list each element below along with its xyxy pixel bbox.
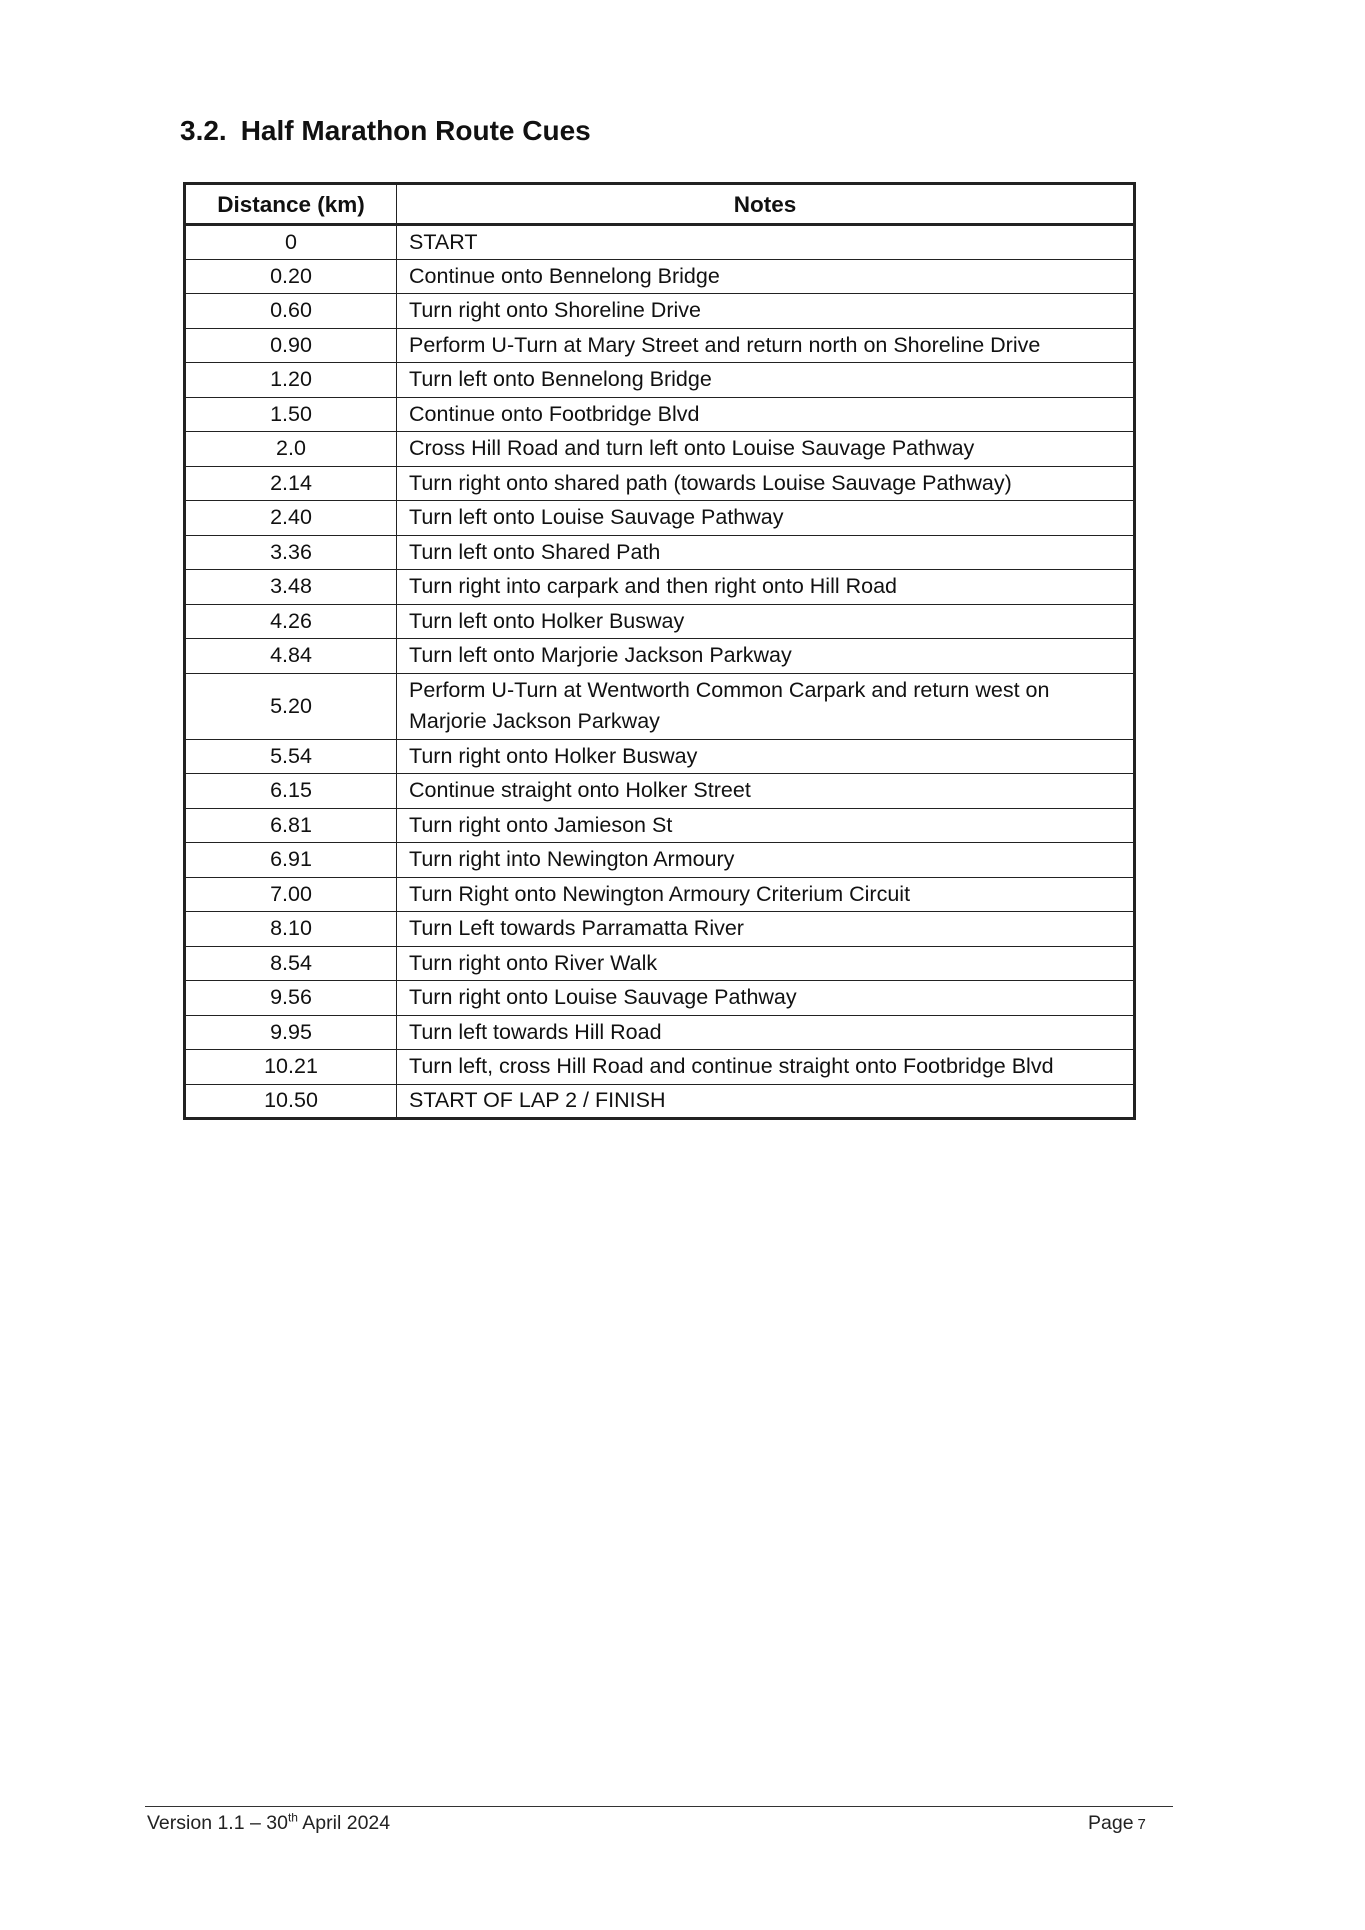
distance-cell: 0.20 bbox=[185, 259, 397, 294]
table-row bbox=[185, 843, 1135, 878]
table-row bbox=[185, 877, 1135, 912]
distance-cell: 10.21 bbox=[185, 1050, 397, 1085]
table-row bbox=[185, 946, 1135, 981]
table-row bbox=[185, 466, 1135, 501]
table-row bbox=[185, 363, 1135, 398]
notes-column-header: Notes bbox=[397, 184, 1135, 225]
notes-cell: Turn right into carpark and then right onto Hill Road bbox=[397, 570, 1135, 605]
table-row bbox=[185, 535, 1135, 570]
table-row bbox=[185, 225, 1135, 260]
table-row bbox=[185, 1015, 1135, 1050]
notes-cell: Turn right onto Holker Busway bbox=[397, 739, 1135, 774]
notes-cell: Continue onto Footbridge Blvd bbox=[397, 397, 1135, 432]
table-row bbox=[185, 981, 1135, 1016]
table-row bbox=[185, 432, 1135, 467]
notes-cell: Continue straight onto Holker Street bbox=[397, 774, 1135, 809]
distance-cell: 1.50 bbox=[185, 397, 397, 432]
notes-cell: Turn right onto River Walk bbox=[397, 946, 1135, 981]
notes-cell: Turn right onto Shoreline Drive bbox=[397, 294, 1135, 329]
distance-cell: 0 bbox=[185, 225, 397, 260]
notes-cell: Turn left onto Louise Sauvage Pathway bbox=[397, 501, 1135, 536]
distance-cell: 8.10 bbox=[185, 912, 397, 947]
notes-cell: Turn left onto Bennelong Bridge bbox=[397, 363, 1135, 398]
distance-cell: 0.90 bbox=[185, 328, 397, 363]
distance-cell: 5.54 bbox=[185, 739, 397, 774]
table-row bbox=[185, 259, 1135, 294]
table-row bbox=[185, 501, 1135, 536]
footer-version: Version 1.1 – 30th April 2024 bbox=[147, 1810, 391, 1834]
route-cues-table bbox=[183, 182, 1136, 1120]
section-heading bbox=[180, 115, 591, 147]
page-number: 7 bbox=[1137, 1816, 1146, 1833]
notes-cell: Continue onto Bennelong Bridge bbox=[397, 259, 1135, 294]
section-number: 3.2. bbox=[180, 115, 227, 146]
distance-cell: 3.48 bbox=[185, 570, 397, 605]
distance-cell: 3.36 bbox=[185, 535, 397, 570]
notes-cell: Turn left, cross Hill Road and continue straight onto Footbridge Blvd bbox=[397, 1050, 1135, 1085]
distance-cell: 6.15 bbox=[185, 774, 397, 809]
distance-cell: 4.84 bbox=[185, 639, 397, 674]
distance-cell: 9.56 bbox=[185, 981, 397, 1016]
notes-cell: Turn left onto Shared Path bbox=[397, 535, 1135, 570]
table-row bbox=[185, 1050, 1135, 1085]
section-title: Half Marathon Route Cues bbox=[240, 115, 591, 146]
table-row bbox=[185, 294, 1135, 329]
notes-cell: Turn left towards Hill Road bbox=[397, 1015, 1135, 1050]
distance-cell: 5.20 bbox=[185, 673, 397, 739]
notes-cell: Perform U-Turn at Wentworth Common Carpark and return west on Marjorie Jackson Parkway bbox=[397, 673, 1135, 739]
notes-cell: Turn Left towards Parramatta River bbox=[397, 912, 1135, 947]
table-row bbox=[185, 639, 1135, 674]
notes-cell: Perform U-Turn at Mary Street and return north on Shoreline Drive bbox=[397, 328, 1135, 363]
distance-cell: 7.00 bbox=[185, 877, 397, 912]
distance-cell: 6.91 bbox=[185, 843, 397, 878]
notes-cell: Turn right into Newington Armoury bbox=[397, 843, 1135, 878]
distance-cell: 8.54 bbox=[185, 946, 397, 981]
footer-divider bbox=[145, 1806, 1173, 1807]
table-row bbox=[185, 774, 1135, 809]
table-row bbox=[185, 739, 1135, 774]
notes-cell: Turn right onto Jamieson St bbox=[397, 808, 1135, 843]
notes-cell: Turn left onto Holker Busway bbox=[397, 604, 1135, 639]
table-row bbox=[185, 604, 1135, 639]
page-label: Page bbox=[1088, 1812, 1134, 1834]
table-row bbox=[185, 912, 1135, 947]
notes-cell: Cross Hill Road and turn left onto Louise Sauvage Pathway bbox=[397, 432, 1135, 467]
distance-cell: 1.20 bbox=[185, 363, 397, 398]
notes-cell: Turn Right onto Newington Armoury Criterium Circuit bbox=[397, 877, 1135, 912]
table-row bbox=[185, 1084, 1135, 1119]
table-header-row bbox=[185, 184, 1135, 225]
table-row bbox=[185, 397, 1135, 432]
notes-cell: Turn left onto Marjorie Jackson Parkway bbox=[397, 639, 1135, 674]
notes-cell: Turn right onto shared path (towards Louise Sauvage Pathway) bbox=[397, 466, 1135, 501]
notes-cell: START bbox=[397, 225, 1135, 260]
footer-page bbox=[1088, 1812, 1146, 1835]
distance-cell: 2.14 bbox=[185, 466, 397, 501]
distance-cell: 10.50 bbox=[185, 1084, 397, 1119]
distance-cell: 0.60 bbox=[185, 294, 397, 329]
distance-cell: 9.95 bbox=[185, 1015, 397, 1050]
notes-cell: Turn right onto Louise Sauvage Pathway bbox=[397, 981, 1135, 1016]
table-row bbox=[185, 328, 1135, 363]
table-row bbox=[185, 570, 1135, 605]
table-row bbox=[185, 673, 1135, 739]
distance-column-header: Distance (km) bbox=[185, 184, 397, 225]
distance-cell: 6.81 bbox=[185, 808, 397, 843]
distance-cell: 2.40 bbox=[185, 501, 397, 536]
table-body bbox=[185, 225, 1135, 1119]
table-row bbox=[185, 808, 1135, 843]
notes-cell: START OF LAP 2 / FINISH bbox=[397, 1084, 1135, 1119]
distance-cell: 4.26 bbox=[185, 604, 397, 639]
distance-cell: 2.0 bbox=[185, 432, 397, 467]
